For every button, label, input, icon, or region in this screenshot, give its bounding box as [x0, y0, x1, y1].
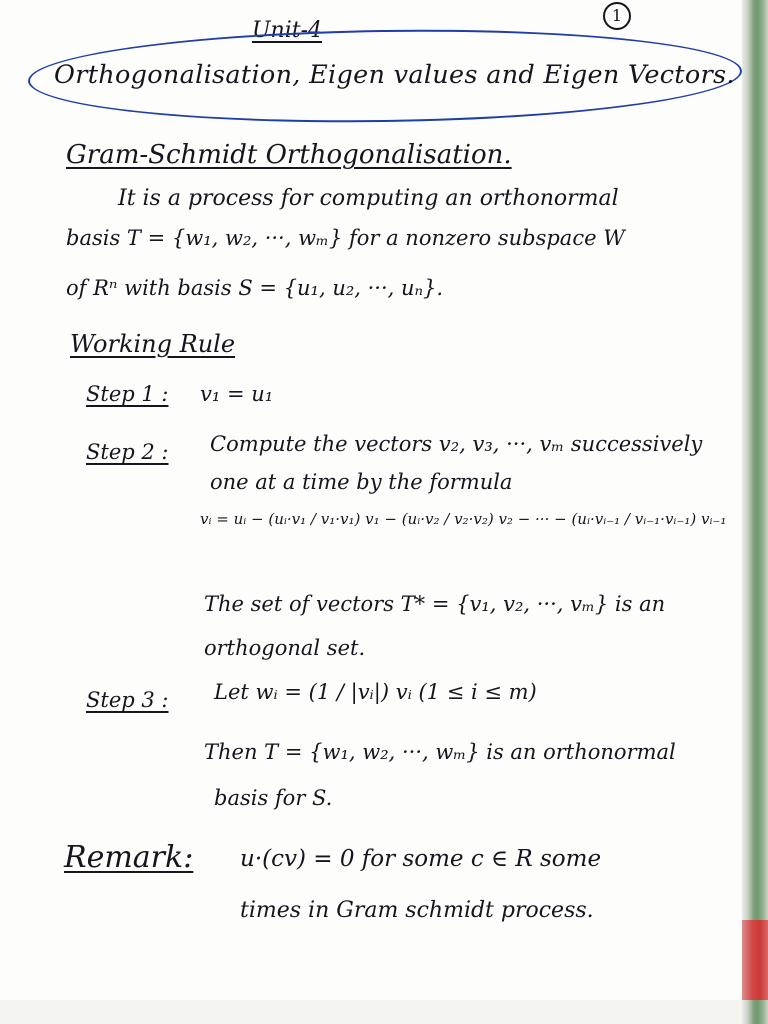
definition-line-2: basis T = {w₁, w₂, ···, wₘ} for a nonzero subspace W [66, 226, 625, 250]
step3-formula: Let wᵢ = (1 / |vᵢ|) vᵢ (1 ≤ i ≤ m) [214, 680, 537, 704]
remark-line-1: u·(cv) = 0 for some c ∈ R some [240, 846, 602, 872]
orthonormal-line-1: Then T = {w₁, w₂, ···, wₘ} is an orthonormal [204, 740, 676, 764]
unit-title: Unit-4 [252, 18, 323, 43]
working-rule-label: Working Rule [70, 330, 236, 358]
step2-line-2: one at a time by the formula [210, 470, 513, 494]
definition-line-3: of Rⁿ with basis S = {u₁, u₂, ···, uₙ}. [66, 276, 444, 300]
page-bottom-margin [0, 1000, 742, 1024]
section-title: Gram-Schmidt Orthogonalisation. [66, 140, 512, 170]
orthonormal-line-2: basis for S. [214, 786, 333, 810]
step2-label: Step 2 : [86, 440, 169, 464]
page-edge-strip [742, 0, 768, 1024]
step2-line-1: Compute the vectors v₂, v₃, ···, vₘ successively [210, 432, 703, 456]
remark-label: Remark: [64, 840, 194, 875]
step1-label: Step 1 : [86, 382, 169, 406]
main-heading: Orthogonalisation, Eigen values and Eigen Vectors. [54, 60, 735, 90]
red-edge-tab [742, 920, 768, 1000]
step3-label: Step 3 : [86, 688, 169, 712]
orthogonal-set-line-2: orthogonal set. [204, 636, 366, 660]
step1-formula: v₁ = u₁ [200, 382, 274, 406]
remark-line-2: times in Gram schmidt process. [240, 898, 594, 923]
orthogonal-set-line-1: The set of vectors T* = {v₁, v₂, ···, vₘ} is an [204, 592, 666, 616]
page-number: 1 [603, 2, 631, 30]
gram-schmidt-formula: vᵢ = uᵢ − (uᵢ·v₁ / v₁·v₁) v₁ − (uᵢ·v₂ / v₂·v₂) v₂ − ··· − (uᵢ·vᵢ₋₁ / vᵢ₋₁·vᵢ₋₁) vᵢ₋₁ [200, 510, 727, 528]
definition-line-1: It is a process for computing an orthonormal [118, 186, 619, 211]
